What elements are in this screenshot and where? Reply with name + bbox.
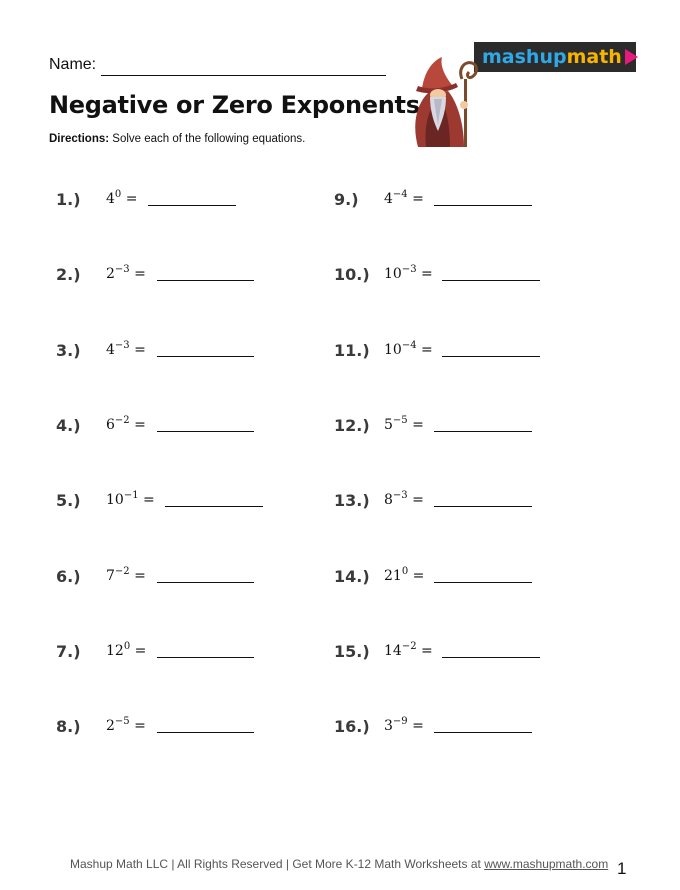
equals-sign: = bbox=[412, 718, 424, 734]
exponent: −3 bbox=[401, 264, 417, 275]
equals-sign: = bbox=[412, 492, 424, 508]
expression bbox=[106, 417, 146, 433]
answer-blank[interactable] bbox=[165, 506, 263, 507]
exponent: −3 bbox=[114, 264, 130, 275]
equals-sign: = bbox=[143, 492, 155, 508]
footer-text: Mashup Math LLC | All Rights Reserved | Get More K-12 Math Worksheets at bbox=[70, 857, 485, 871]
exponent: −4 bbox=[401, 340, 417, 351]
base: 14 bbox=[384, 643, 402, 659]
logo-text-math: math bbox=[566, 46, 622, 68]
answer-blank[interactable] bbox=[157, 582, 254, 583]
equals-sign: = bbox=[412, 568, 425, 584]
equals-sign: = bbox=[125, 191, 138, 207]
expression bbox=[106, 568, 146, 584]
answer-blank[interactable] bbox=[157, 657, 254, 658]
expression bbox=[106, 492, 155, 508]
base: 7 bbox=[106, 568, 115, 584]
base: 4 bbox=[384, 191, 393, 207]
base: 6 bbox=[106, 417, 115, 433]
exponent: −9 bbox=[392, 716, 408, 727]
problem-8 bbox=[56, 714, 146, 738]
equals-sign: = bbox=[134, 718, 146, 734]
answer-blank[interactable] bbox=[157, 356, 254, 357]
problem-16 bbox=[334, 714, 424, 738]
exponent: −3 bbox=[114, 340, 130, 351]
problem-5 bbox=[56, 488, 155, 512]
answer-blank[interactable] bbox=[434, 431, 532, 432]
problem-7 bbox=[56, 639, 147, 663]
exponent: −1 bbox=[123, 490, 139, 501]
equals-sign: = bbox=[421, 342, 433, 358]
expression bbox=[106, 191, 137, 207]
expression bbox=[384, 417, 424, 433]
base: 4 bbox=[106, 342, 115, 358]
name-line[interactable] bbox=[101, 75, 386, 76]
expression bbox=[384, 718, 424, 734]
exponent: 0 bbox=[114, 189, 122, 200]
problem-12 bbox=[334, 413, 424, 437]
equals-sign: = bbox=[421, 643, 433, 659]
logo-text-mashup: mashup bbox=[482, 46, 567, 68]
answer-blank[interactable] bbox=[148, 205, 236, 206]
problem-6 bbox=[56, 564, 146, 588]
problem-number: 11.) bbox=[334, 340, 370, 360]
exponent: −2 bbox=[114, 566, 130, 577]
problem-number: 5.) bbox=[56, 490, 81, 510]
exponent: −2 bbox=[114, 415, 130, 426]
base: 10 bbox=[384, 342, 402, 358]
page-title: Negative or Zero Exponents bbox=[49, 91, 420, 119]
answer-blank[interactable] bbox=[157, 732, 254, 733]
exponent: −2 bbox=[401, 641, 417, 652]
equals-sign: = bbox=[412, 191, 424, 207]
answer-blank[interactable] bbox=[442, 280, 540, 281]
problem-number: 6.) bbox=[56, 566, 81, 586]
page-number: 1 bbox=[617, 859, 627, 878]
problem-13 bbox=[334, 488, 424, 512]
base: 2 bbox=[106, 718, 115, 734]
equals-sign: = bbox=[134, 342, 146, 358]
equals-sign: = bbox=[134, 266, 146, 282]
problem-number: 16.) bbox=[334, 716, 370, 736]
exponent: 0 bbox=[401, 566, 409, 577]
equals-sign: = bbox=[134, 568, 146, 584]
base: 10 bbox=[384, 266, 402, 282]
base: 8 bbox=[384, 492, 393, 508]
directions bbox=[49, 133, 305, 145]
problem-number: 9.) bbox=[334, 189, 359, 209]
problem-2 bbox=[56, 262, 146, 286]
expression bbox=[106, 266, 146, 282]
answer-blank[interactable] bbox=[442, 356, 540, 357]
problem-number: 8.) bbox=[56, 716, 81, 736]
expression bbox=[384, 342, 433, 358]
footer bbox=[70, 857, 608, 871]
base: 21 bbox=[384, 568, 402, 584]
answer-blank[interactable] bbox=[157, 280, 254, 281]
problem-number: 14.) bbox=[334, 566, 370, 586]
directions-text: Solve each of the following equations. bbox=[109, 133, 306, 145]
play-arrow-icon bbox=[625, 49, 638, 65]
exponent: −3 bbox=[392, 490, 408, 501]
base: 10 bbox=[106, 492, 124, 508]
equals-sign: = bbox=[134, 643, 147, 659]
answer-blank[interactable] bbox=[434, 732, 532, 733]
wizard-illustration bbox=[398, 55, 494, 147]
exponent: −5 bbox=[114, 716, 130, 727]
expression bbox=[384, 266, 433, 282]
problem-15 bbox=[334, 639, 433, 663]
base: 3 bbox=[384, 718, 393, 734]
expression bbox=[106, 643, 146, 659]
footer-link[interactable]: www.mashupmath.com bbox=[484, 857, 609, 871]
answer-blank[interactable] bbox=[434, 582, 532, 583]
problem-4 bbox=[56, 413, 146, 437]
problem-number: 1.) bbox=[56, 189, 81, 209]
problem-number: 15.) bbox=[334, 641, 370, 661]
problem-14 bbox=[334, 564, 425, 588]
problem-number: 10.) bbox=[334, 264, 370, 284]
expression bbox=[106, 718, 146, 734]
expression bbox=[106, 342, 146, 358]
exponent: 0 bbox=[123, 641, 131, 652]
problem-number: 13.) bbox=[334, 490, 370, 510]
problem-number: 7.) bbox=[56, 641, 81, 661]
name-label: Name: bbox=[49, 56, 97, 73]
directions-label: Directions: bbox=[49, 133, 110, 145]
mashupmath-logo bbox=[474, 42, 636, 72]
problem-10 bbox=[334, 262, 433, 286]
equals-sign: = bbox=[421, 266, 433, 282]
equals-sign: = bbox=[412, 417, 424, 433]
problem-3 bbox=[56, 338, 146, 362]
base: 12 bbox=[106, 643, 124, 659]
base: 4 bbox=[106, 191, 115, 207]
problem-1 bbox=[56, 187, 138, 211]
problem-number: 2.) bbox=[56, 264, 81, 284]
expression bbox=[384, 643, 433, 659]
expression bbox=[384, 191, 424, 207]
exponent: −5 bbox=[392, 415, 408, 426]
problem-number: 12.) bbox=[334, 415, 370, 435]
problem-number: 3.) bbox=[56, 340, 81, 360]
problem-number: 4.) bbox=[56, 415, 81, 435]
answer-blank[interactable] bbox=[434, 205, 532, 206]
problem-11 bbox=[334, 338, 433, 362]
base: 5 bbox=[384, 417, 393, 433]
exponent: −4 bbox=[392, 189, 408, 200]
answer-blank[interactable] bbox=[434, 506, 532, 507]
expression bbox=[384, 492, 424, 508]
problem-9 bbox=[334, 187, 424, 211]
equals-sign: = bbox=[134, 417, 146, 433]
answer-blank[interactable] bbox=[442, 657, 540, 658]
base: 2 bbox=[106, 266, 115, 282]
answer-blank[interactable] bbox=[157, 431, 254, 432]
expression bbox=[384, 568, 424, 584]
